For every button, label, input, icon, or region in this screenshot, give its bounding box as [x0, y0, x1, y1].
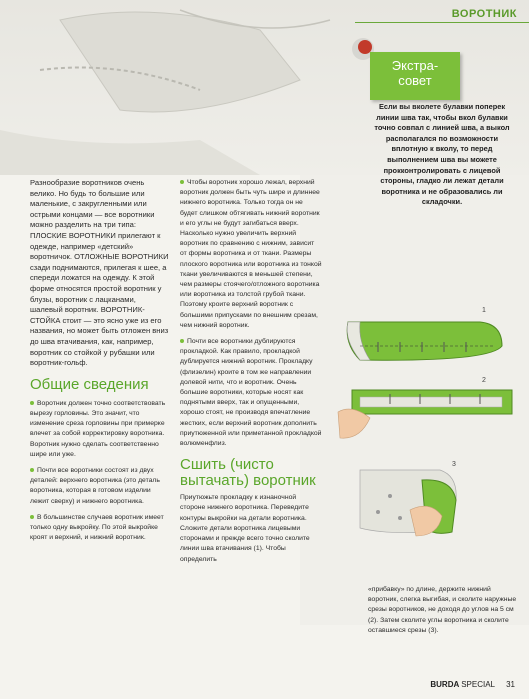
brand-name: BURDA: [430, 680, 459, 689]
tip-title: [370, 58, 460, 88]
bullet-paragraph: [30, 466, 170, 507]
heading-sew-collar: Сшить (чисто вытачать) воротник: [180, 456, 316, 490]
bullet-text: В большинстве случаев воротник имеет только одну выкройку. По этой выкройке кроят и верхний, и нижний воротник.: [30, 513, 164, 542]
bullet-text: Чтобы воротник хорошо лежал, верхний воротник должен быть чуть шире и длиннее нижнего воротника. Только тогда он не будет слишком обтягивать нижний воротник и его углы не будут загибаться вверх. Насколько нужно увеличить верхний воротник по сравнению с нижним, зависит от формы воротника и от ткани. Размеры плоского воротника или воротника из тонкой ткани увеличиваются в меньшей степени, чем размеры стоячего/отложного воротника или воротника из толстой грубой ткани. Поэтому кроите верхний воротник с большими припусками по внешним срезам, чем нижний воротник.: [180, 179, 322, 329]
tip-text: Если вы вколете булавки поперек линии шва так, чтобы вкол булавки точно совпал с линией шва, а выкол располагался по возможности вплотную к вколу, то перед выполнением шва вы можете прокконтролировать с лицевой стороны, гладко ли лежат детали воротника и не образовались ли складочки.: [374, 102, 510, 207]
column-3: [368, 585, 518, 636]
section-title: ВОРОТНИК: [451, 8, 517, 20]
heading-general: Общие сведения: [30, 375, 149, 393]
column-2: [180, 178, 322, 565]
tip-box: [370, 52, 460, 100]
bullet-icon: [180, 180, 184, 184]
bullet-text: Почти все воротники дублируются прокладкой. Как правило, прокладкой дублируется нижний воротник. Прокладку (флизелин) кроите в том же направлении долевой нити, что и воротник. Очень большие воротники, которые носят как поднятыми вверх, так и опущенными, хорошо стоят, не производя впечатление жестких, если верхний воротник дополнить приутюженной или приметанной прокладкой волюменфлиз.: [180, 338, 322, 448]
figure-2-number: 2: [482, 377, 486, 384]
tip-title-line1: Экстра-: [391, 58, 439, 73]
bullet-text: Воротник должен точно соответствовать вырезу горловины. Это значит, что изменение среза горловины при примерке влечет за собой корректировку воротника. Воротник нужно сделать соответственно шире или уже.: [30, 399, 166, 458]
figure-1-collar: [347, 322, 502, 360]
figure-3-collar: [360, 470, 456, 536]
bullet-paragraph: [30, 513, 170, 544]
bullet-icon: [30, 468, 34, 472]
bullet-icon: [30, 515, 34, 519]
intro-paragraph: Разнообразие воротников очень велико. Но будь то большие или маленькие, с закругленными или острыми концами — все воротники можно разделить на три типа: ПЛОСКИЕ ВОРОТНИКИ прилегают к одежде, например «детский» воротничок. ОТЛОЖНЫЕ ВОРОТНИКИ сзади поднимаются, прилегая к шее, а спереди ложатся на одежду. К этой форме относятся простой воротник у блузы, воротник с лацканами, шалевый воротник. ВОРОТНИК-СТОЙКА стоит — это ясно уже из его названия, но может быть отложен вниз до шва втачивания, как, например, воротник со стойкой у рубашки или воротник-гольф.: [30, 178, 169, 368]
header-rule: [355, 22, 529, 23]
tip-title-line2: совет: [398, 73, 432, 88]
column-1: [30, 178, 170, 543]
bullet-paragraph: [180, 178, 322, 331]
sew-paragraph: Приутюжьте прокладку к изнаночной стороне нижнего воротника. Переведите контуры выкройки на детали воротника. Сложите детали воротника лицевыми сторонами и прежде всего точно сколите линии шва втачивания (1). Чтобы определить: [180, 494, 310, 563]
brand-special: SPECIAL: [461, 680, 495, 689]
figure-3-number: 3: [452, 461, 456, 468]
page-number: 31: [506, 680, 515, 689]
bullet-icon: [180, 339, 184, 343]
footer-brand: [430, 680, 495, 689]
bullet-text: Почти все воротники состоят из двух деталей: верхнего воротника (это деталь воротника, которая в готовом изделии лежит сверху) и нижнего воротника.: [30, 466, 160, 505]
bullet-paragraph: [180, 337, 322, 449]
bullet-paragraph: [30, 399, 170, 460]
figure-1-number: 1: [482, 307, 486, 314]
pin-icon: [358, 40, 372, 54]
collar-illustrations: [330, 300, 529, 575]
bullet-icon: [30, 401, 34, 405]
figure-2-collar: [338, 390, 512, 438]
continued-paragraph: «прибавку» по длине, держите нижний воротник, слегка выгибая, и сколите наружные срезы воротников, не доходя до углов на 5 см (2). Затем сколите углы воротника и сколите оставшиеся срезы (3).: [368, 586, 517, 634]
